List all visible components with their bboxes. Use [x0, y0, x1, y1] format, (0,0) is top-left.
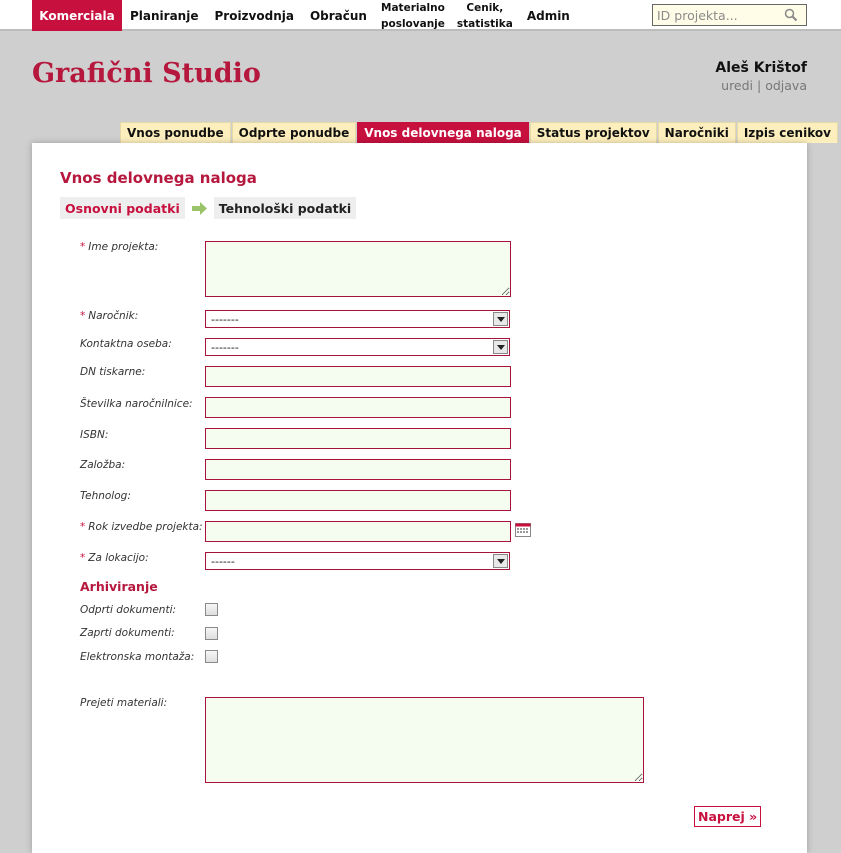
- label-text: Ime projekta:: [88, 241, 159, 253]
- contact-person-select[interactable]: [205, 338, 510, 356]
- search-icon[interactable]: [784, 7, 798, 26]
- dn-tiskarne-input[interactable]: [205, 366, 511, 387]
- label-elektronska-montaza: Elektronska montaža:: [80, 651, 195, 663]
- logout-link[interactable]: odjava: [765, 78, 807, 93]
- project-id-search-input[interactable]: [653, 6, 778, 26]
- app-brand: Grafični Studio: [32, 58, 261, 89]
- label-rok-izvedbe: [80, 521, 203, 533]
- main-panel: [32, 143, 807, 853]
- wizard-steps: [60, 197, 356, 219]
- tab-status-projektov[interactable]: Status projektov: [530, 122, 657, 143]
- label-ime-projekta: [80, 241, 158, 253]
- user-links: [715, 78, 807, 93]
- tab-odprte-ponudbe[interactable]: Odprte ponudbe: [232, 122, 357, 143]
- top-bar: [0, 0, 841, 31]
- nav-obracun[interactable]: Obračun: [309, 8, 367, 23]
- location-select[interactable]: [205, 552, 510, 570]
- chevron-down-icon[interactable]: [493, 554, 508, 568]
- required-marker: *: [80, 521, 86, 533]
- label-odprti-dokumenti: Odprti dokumenti:: [80, 604, 177, 616]
- step-tehnoloski-podatki[interactable]: Tehnološki podatki: [214, 197, 356, 219]
- tab-narocniki[interactable]: Naročniki: [658, 122, 736, 143]
- page-title: Vnos delovnega naloga: [60, 169, 257, 187]
- nav-cenik-line2: statistika: [456, 17, 513, 30]
- next-button[interactable]: Naprej »: [694, 806, 761, 827]
- location-select-value: ------: [211, 554, 235, 568]
- label-kontaktna-oseba: Kontaktna oseba:: [80, 338, 172, 350]
- client-select-value: -------: [211, 312, 239, 326]
- edit-profile-link[interactable]: uredi: [721, 78, 754, 93]
- project-search: [652, 4, 807, 26]
- technologist-input[interactable]: [205, 490, 511, 511]
- isbn-input[interactable]: [205, 428, 511, 449]
- nav-planiranje[interactable]: Planiranje: [130, 8, 199, 23]
- publisher-input[interactable]: [205, 459, 511, 480]
- nav-cenik-statistika[interactable]: [451, 0, 519, 31]
- tab-vnos-delovnega-naloga[interactable]: Vnos delovnega naloga: [357, 122, 529, 143]
- label-zalozba: Založba:: [80, 459, 126, 471]
- chevron-down-icon[interactable]: [493, 312, 508, 326]
- required-marker: *: [80, 241, 86, 253]
- nav-materialno-line2: poslovanje: [380, 17, 445, 30]
- section-arhiviranje: Arhiviranje: [80, 579, 158, 594]
- user-panel: [715, 60, 807, 93]
- nav-materialno-poslovanje[interactable]: [375, 0, 451, 31]
- calendar-icon[interactable]: [515, 522, 531, 541]
- nav-cenik-line1: Cenik,: [466, 1, 504, 14]
- nav-admin[interactable]: Admin: [526, 8, 570, 23]
- main-nav: [32, 0, 578, 31]
- label-text: Rok izvedbe projekta:: [88, 521, 203, 533]
- required-marker: *: [80, 552, 86, 564]
- link-separator: |: [757, 78, 762, 93]
- label-stevilka-narocilnice: Številka naročnilnice:: [80, 398, 193, 410]
- received-materials-textarea[interactable]: [205, 697, 644, 783]
- nav-proizvodnja[interactable]: Proizvodnja: [214, 8, 294, 23]
- order-number-input[interactable]: [205, 397, 511, 418]
- deadline-input[interactable]: [205, 521, 511, 542]
- label-dn-tiskarne: DN tiskarne:: [80, 366, 146, 378]
- checkbox-odprti-dokumenti[interactable]: [205, 603, 218, 616]
- step-osnovni-podatki: Osnovni podatki: [60, 197, 185, 219]
- nav-komerciala[interactable]: Komerciala: [32, 0, 122, 31]
- label-text: Naročnik:: [88, 310, 139, 322]
- chevron-down-icon[interactable]: [493, 340, 508, 354]
- checkbox-zaprti-dokumenti[interactable]: [205, 627, 218, 640]
- arrow-right-icon: [192, 202, 207, 215]
- checkbox-elektronska-montaza[interactable]: [205, 650, 218, 663]
- label-zaprti-dokumenti: Zaprti dokumenti:: [80, 627, 175, 639]
- label-narocnik: [80, 310, 138, 322]
- contact-select-value: -------: [211, 340, 239, 354]
- client-select[interactable]: [205, 310, 510, 328]
- label-prejeti-materiali: Prejeti materiali:: [80, 697, 168, 709]
- tab-izpis-cenikov[interactable]: Izpis cenikov: [737, 122, 838, 143]
- label-text: Za lokacijo:: [88, 552, 149, 564]
- sub-tabs: [120, 122, 839, 143]
- nav-materialno-line1: Materialno: [381, 1, 445, 14]
- label-tehnolog: Tehnolog:: [80, 490, 131, 502]
- label-za-lokacijo: [80, 552, 149, 564]
- required-marker: *: [80, 310, 86, 322]
- user-name: Aleš Krištof: [715, 60, 807, 76]
- tab-vnos-ponudbe[interactable]: Vnos ponudbe: [120, 122, 231, 143]
- label-isbn: ISBN:: [80, 429, 109, 441]
- project-name-textarea[interactable]: [205, 241, 511, 297]
